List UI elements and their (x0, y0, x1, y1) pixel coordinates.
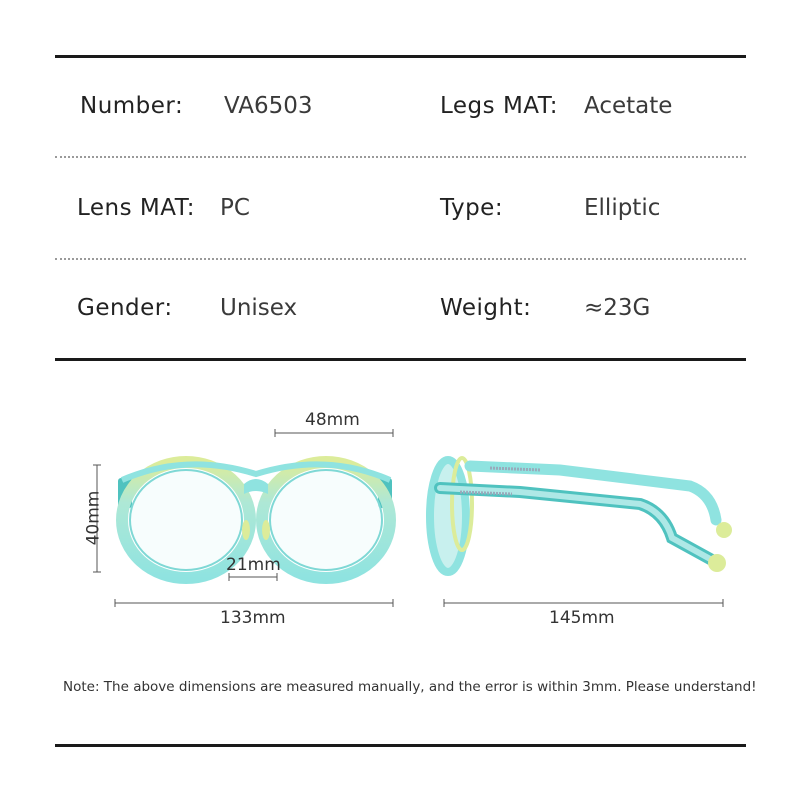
bridge-label: 21mm (226, 555, 281, 575)
gender-value: Unisex (220, 295, 298, 321)
weight-label: Weight: (440, 295, 532, 321)
bottom-rule (55, 744, 746, 747)
front-frame-profile (430, 460, 466, 572)
type-label: Type: (440, 195, 504, 221)
lens-material-label: Lens MAT: (77, 195, 195, 221)
number-value: VA6503 (224, 93, 313, 119)
frame-width-label: 133mm (220, 608, 286, 628)
gender-label: Gender: (77, 295, 173, 321)
temple-length-label: 145mm (549, 608, 615, 628)
weight-value: ≈23G (584, 295, 651, 321)
lens-material-value: PC (220, 195, 250, 221)
legs-material-value: Acetate (584, 93, 673, 119)
lens-height-label: 40mm (83, 490, 104, 546)
number-label: Number: (80, 93, 184, 119)
temple-tip (716, 522, 732, 538)
type-value: Elliptic (584, 195, 661, 221)
lens-width-label: 48mm (305, 410, 360, 430)
legs-material-label: Legs MAT: (440, 93, 559, 119)
temple-tip (708, 554, 726, 572)
measurement-note: Note: The above dimensions are measured manually, and the error is within 3mm. Please understand! (63, 679, 757, 695)
